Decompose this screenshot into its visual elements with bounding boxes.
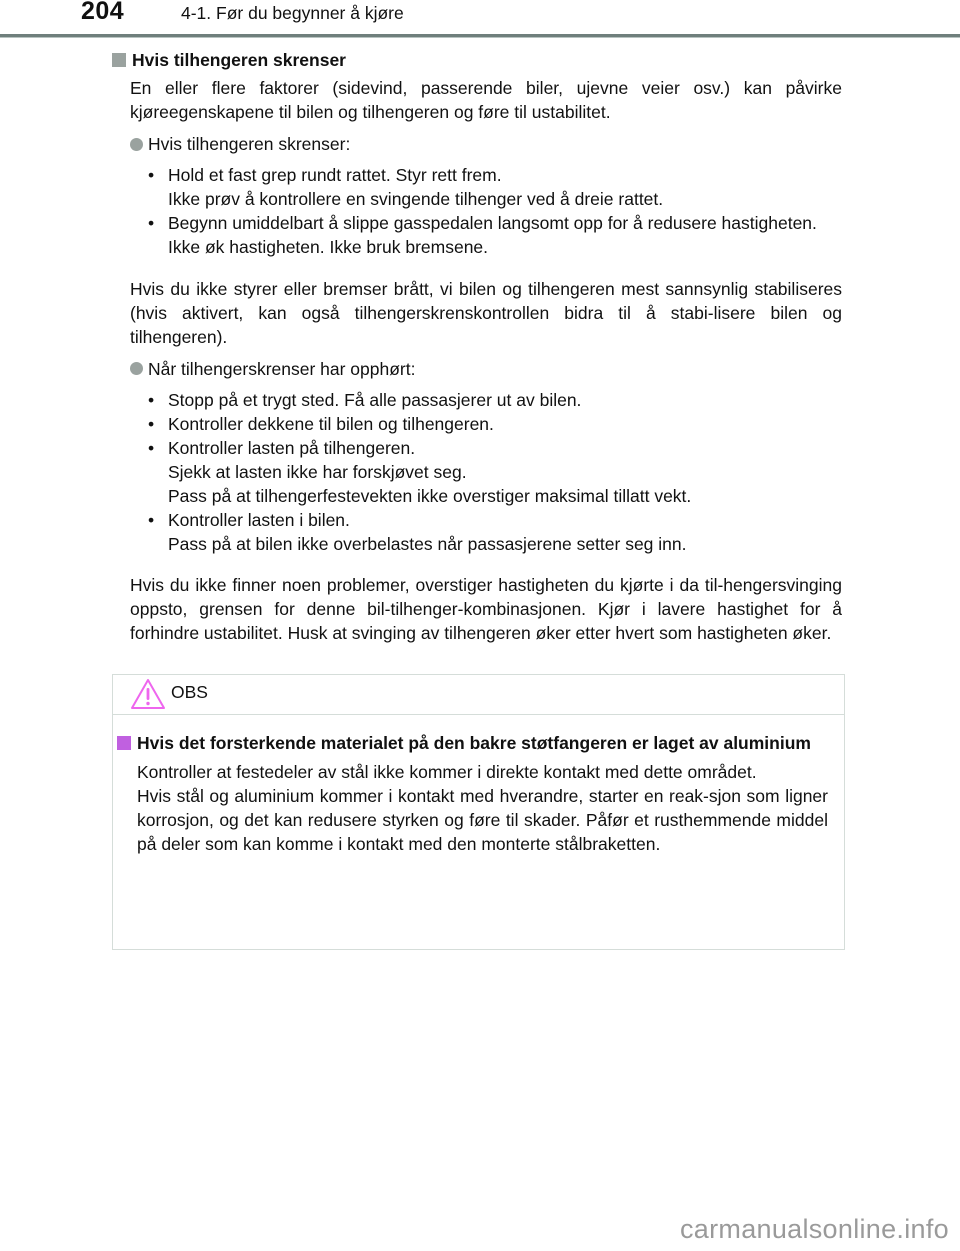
list-item-main: Kontroller lasten i bilen.: [168, 509, 350, 530]
section-heading-text: Hvis tilhengeren skrenser: [132, 50, 346, 70]
list-item: [148, 211, 842, 259]
subsection-heading: [130, 357, 842, 381]
subsection-heading: [130, 132, 842, 156]
page-header: [0, 0, 960, 36]
square-bullet-icon: [117, 736, 131, 750]
list-item: [148, 508, 842, 556]
list-item: [148, 412, 842, 436]
list-item-main: Hold et fast grep rundt rattet. Styr rett frem.: [168, 165, 502, 185]
subsection-title: Når tilhengerskrenser har opphørt:: [148, 358, 416, 379]
bullet-icon: •: [148, 165, 155, 185]
list-item: [148, 388, 842, 412]
notice-heading: [113, 731, 840, 755]
list-item-note: Sjekk at lasten ikke har forskjøvet seg.: [168, 461, 467, 482]
instruction-list: [148, 388, 842, 556]
instruction-list: [148, 163, 842, 259]
list-item: [148, 163, 842, 211]
circle-bullet-icon: [130, 362, 143, 375]
chapter-title: 4-1. Før du begynner å kjøre: [181, 3, 404, 23]
header-divider: [0, 34, 960, 38]
square-bullet-icon: [112, 53, 126, 67]
page-number: 204: [81, 0, 125, 25]
list-item-note: Ikke øk hastigheten. Ikke bruk bremsene.: [168, 237, 489, 257]
notice-body: [113, 731, 840, 856]
subsection-title: Hvis tilhengeren skrenser:: [148, 134, 351, 154]
list-item-main: Begynn umiddelbart å slippe gasspedalen langsomt opp for å redusere hastigheten.: [168, 213, 817, 233]
bullet-icon: •: [148, 213, 155, 233]
list-item: [148, 436, 842, 508]
list-item-main: Kontroller lasten på tilhengeren.: [168, 437, 416, 458]
notice-paragraph: Hvis stål og aluminium kommer i kontakt med hverandre, starter en reak-sjon som ligner korrosjon, og det kan redusere styrken og føre til skader. Påfør et rusthemmende middel på deler som kan komme i kontakt med den monterte stålbraketten.: [137, 786, 828, 854]
intro-paragraph: En eller flere faktorer (sidevind, passerende biler, ujevne veier osv.) kan påvirke kjøreegenskapene til bilen og tilhengeren og føre til ustabilitet.: [130, 78, 842, 122]
notice-label: OBS: [171, 682, 208, 702]
notice-box: [112, 674, 845, 950]
section-heading: [112, 48, 842, 72]
main-content: [112, 48, 842, 645]
bullet-icon: •: [148, 509, 155, 530]
subsection-after-paragraph: Hvis du ikke styrer eller bremser brått, vi bilen og tilhengeren mest sannsynlig stabiliseres (hvis aktivert, kan også tilhengerskrenskontrollen bidra til å stabi-lisere bilen og tilhengeren).: [130, 278, 842, 347]
list-item-main: Stopp på et trygt sted. Få alle passasjerer ut av bilen.: [168, 389, 582, 410]
bullet-icon: •: [148, 389, 155, 410]
notice-paragraph: Kontroller at festedeler av stål ikke kommer i direkte kontakt med dette området.: [137, 762, 757, 782]
bullet-icon: •: [148, 437, 155, 458]
warning-triangle-icon: [130, 678, 166, 710]
notice-heading-text: Hvis det forsterkende materialet på den bakre støtfangeren er laget av aluminium: [137, 733, 811, 753]
list-item-main: Kontroller dekkene til bilen og tilhengeren.: [168, 413, 494, 434]
bullet-icon: •: [148, 413, 155, 434]
subsection-after-paragraph: Hvis du ikke finner noen problemer, overstiger hastigheten du kjørte i da til-hengersvinging oppsto, grensen for denne bil-tilhenger-kombinasjonen. Kjør i lavere hastighet for å forhindre ustabilitet. Husk at svinging av tilhengeren øker etter hvert som hastigheten øker.: [130, 575, 842, 643]
list-item-note: Pass på at bilen ikke overbelastes når passasjerene setter seg inn.: [168, 533, 687, 554]
circle-bullet-icon: [130, 138, 143, 151]
notice-header: [113, 675, 844, 715]
list-item-note: Ikke prøv å kontrollere en svingende tilhenger ved å dreie rattet.: [168, 189, 664, 209]
watermark: carmanualsonline.info: [680, 1214, 949, 1244]
list-item-note: Pass på at tilhengerfestevekten ikke overstiger maksimal tillatt vekt.: [168, 485, 692, 506]
